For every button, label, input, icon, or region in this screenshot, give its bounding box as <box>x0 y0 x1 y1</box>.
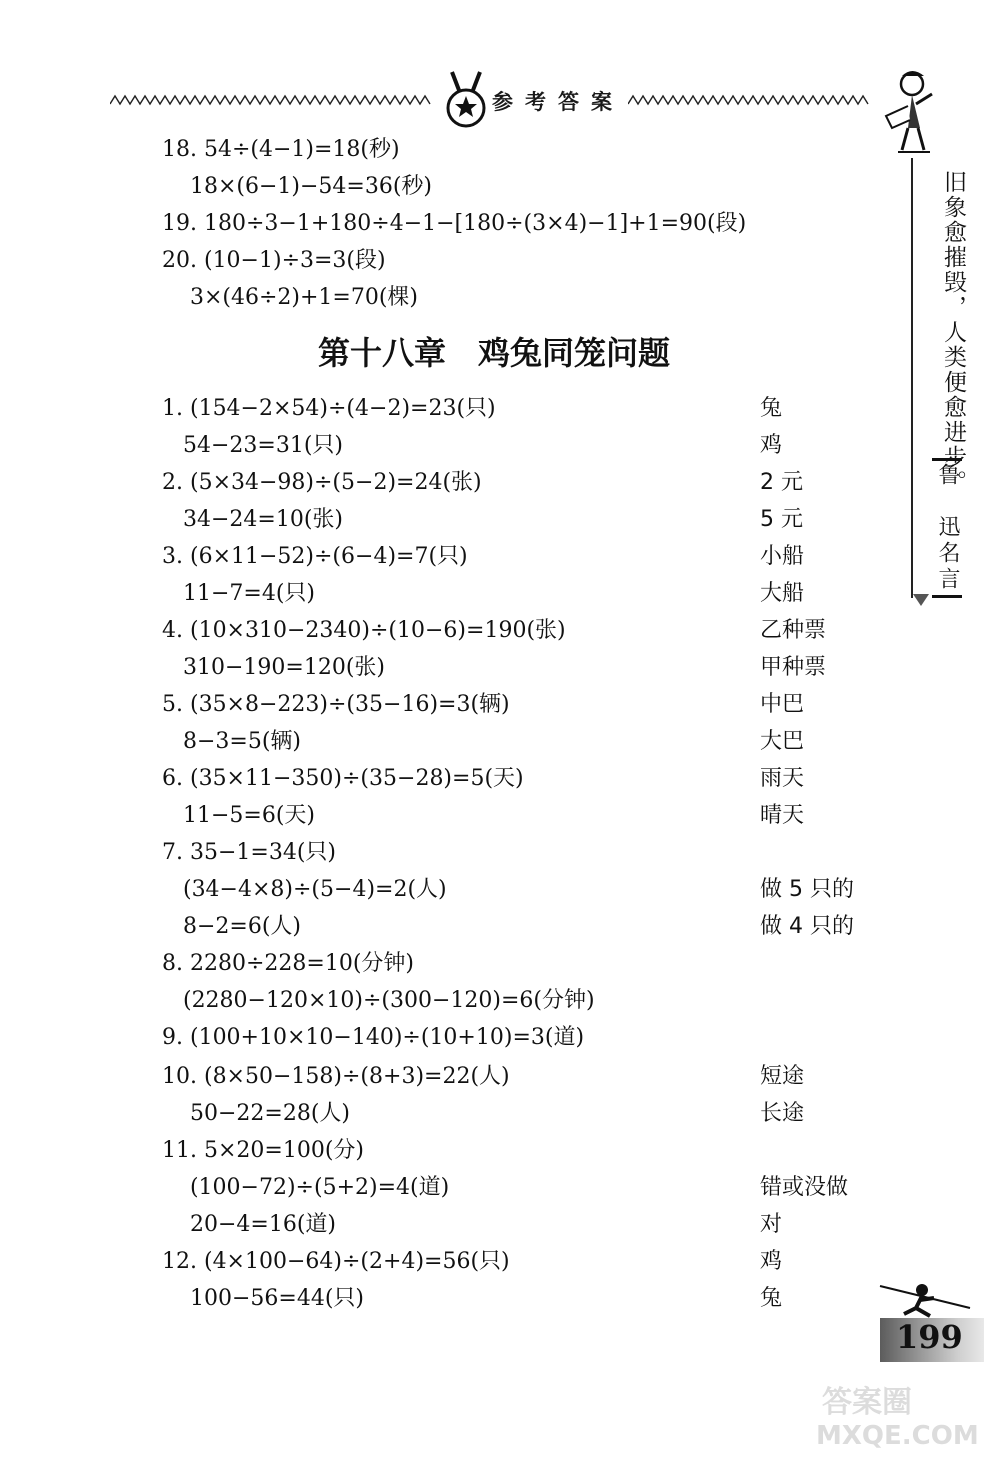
answer-line: 7. 35−1=34(只) <box>162 840 337 865</box>
answer-line: 1. (154−2×54)÷(4−2)=23(只) <box>162 396 496 421</box>
answer-line: 4. (10×310−2340)÷(10−6)=190(张) <box>162 618 566 643</box>
answer-note: 鸡 <box>760 1249 783 1274</box>
answer-line: 8−3=5(辆) <box>162 729 302 754</box>
answer-note: 鸡 <box>760 433 783 458</box>
scholar-mascot-icon <box>872 66 944 156</box>
gold-medal-emblem <box>438 70 494 130</box>
answer-line: 50−22=28(人) <box>162 1101 350 1126</box>
answer-line: (34−4×8)÷(5−4)=2(人) <box>162 877 447 902</box>
page-header <box>0 0 1000 150</box>
answer-line: 8−2=6(人) <box>162 914 302 939</box>
answer-line: 18×(6−1)−54=36(秒) <box>162 174 433 199</box>
answer-line: 310−190=120(张) <box>162 655 385 680</box>
answer-note: 雨天 <box>760 766 805 791</box>
side-divider <box>911 158 913 598</box>
answer-line: 100−56=44(只) <box>162 1286 364 1311</box>
triangle-marker-icon <box>913 594 929 606</box>
answer-note: 小船 <box>760 544 805 569</box>
answer-line: 10. (8×50−158)÷(8+3)=22(人) <box>162 1064 510 1089</box>
answer-line: 11−5=6(天) <box>162 803 316 828</box>
answer-line: 3×(46÷2)+1=70(棵) <box>162 285 419 310</box>
answer-note: 中巴 <box>760 692 805 717</box>
answer-line: 2. (5×34−98)÷(5−2)=24(张) <box>162 470 482 495</box>
answer-note: 短途 <box>760 1064 805 1089</box>
answer-note: 大船 <box>760 581 805 606</box>
answer-note: 5 元 <box>760 507 803 532</box>
answer-line: (100−72)÷(5+2)=4(道) <box>162 1175 450 1200</box>
answer-note: 甲种票 <box>760 655 827 680</box>
answer-note: 晴天 <box>760 803 805 828</box>
answer-line: 3. (6×11−52)÷(6−4)=7(只) <box>162 544 468 569</box>
answer-line: 5. (35×8−223)÷(35−16)=3(辆) <box>162 692 510 717</box>
svg-text:MXQE.COM: MXQE.COM <box>816 1421 979 1450</box>
quote-author: 鲁 迅名言 <box>932 458 962 598</box>
answer-note: 大巴 <box>760 729 805 754</box>
answer-note: 长途 <box>760 1101 805 1126</box>
answer-line: 34−24=10(张) <box>162 507 343 532</box>
answer-line: 20. (10−1)÷3=3(段) <box>162 248 386 273</box>
answer-note: 兔 <box>760 1286 783 1311</box>
answer-note: 做 4 只的 <box>760 914 854 939</box>
answer-line: (2280−120×10)÷(300−120)=6(分钟) <box>162 988 595 1013</box>
answer-note: 做 5 只的 <box>760 877 854 902</box>
answer-line: 11−7=4(只) <box>162 581 316 606</box>
answer-note: 兔 <box>760 396 783 421</box>
answer-note: 2 元 <box>760 470 803 495</box>
header-title: 参考答案 <box>492 90 624 114</box>
answer-line: 20−4=16(道) <box>162 1212 336 1237</box>
answer-line: 8. 2280÷228=10(分钟) <box>162 951 414 976</box>
runner-javelin-icon <box>876 1276 972 1322</box>
answer-note: 乙种票 <box>760 618 827 643</box>
page-number: 199 <box>896 1318 963 1356</box>
answer-line: 9. (100+10×10−140)÷(10+10)=3(道) <box>162 1025 585 1050</box>
answer-line: 12. (4×100−64)÷(2+4)=56(只) <box>162 1249 510 1274</box>
answer-note: 错或没做 <box>760 1175 849 1200</box>
watermark-logo <box>792 1378 992 1450</box>
zigzag-border-left <box>110 92 432 106</box>
answer-line: 18. 54÷(4−1)=18(秒) <box>162 137 400 162</box>
answer-line: 19. 180÷3−1+180÷4−1−[180÷(3×4)−1]+1=90(段) <box>162 211 747 236</box>
chapter-title: 第十八章 鸡兔同笼问题 <box>317 334 670 372</box>
zigzag-border-right <box>628 92 870 106</box>
answer-line: 6. (35×11−350)÷(35−28)=5(天) <box>162 766 524 791</box>
answer-line: 11. 5×20=100(分) <box>162 1138 364 1163</box>
answer-note: 对 <box>760 1212 783 1237</box>
side-quote: 旧象愈摧毁，人类便愈进步。 <box>940 170 966 495</box>
svg-text:答案圈: 答案圈 <box>822 1385 912 1420</box>
answer-line: 54−23=31(只) <box>162 433 343 458</box>
